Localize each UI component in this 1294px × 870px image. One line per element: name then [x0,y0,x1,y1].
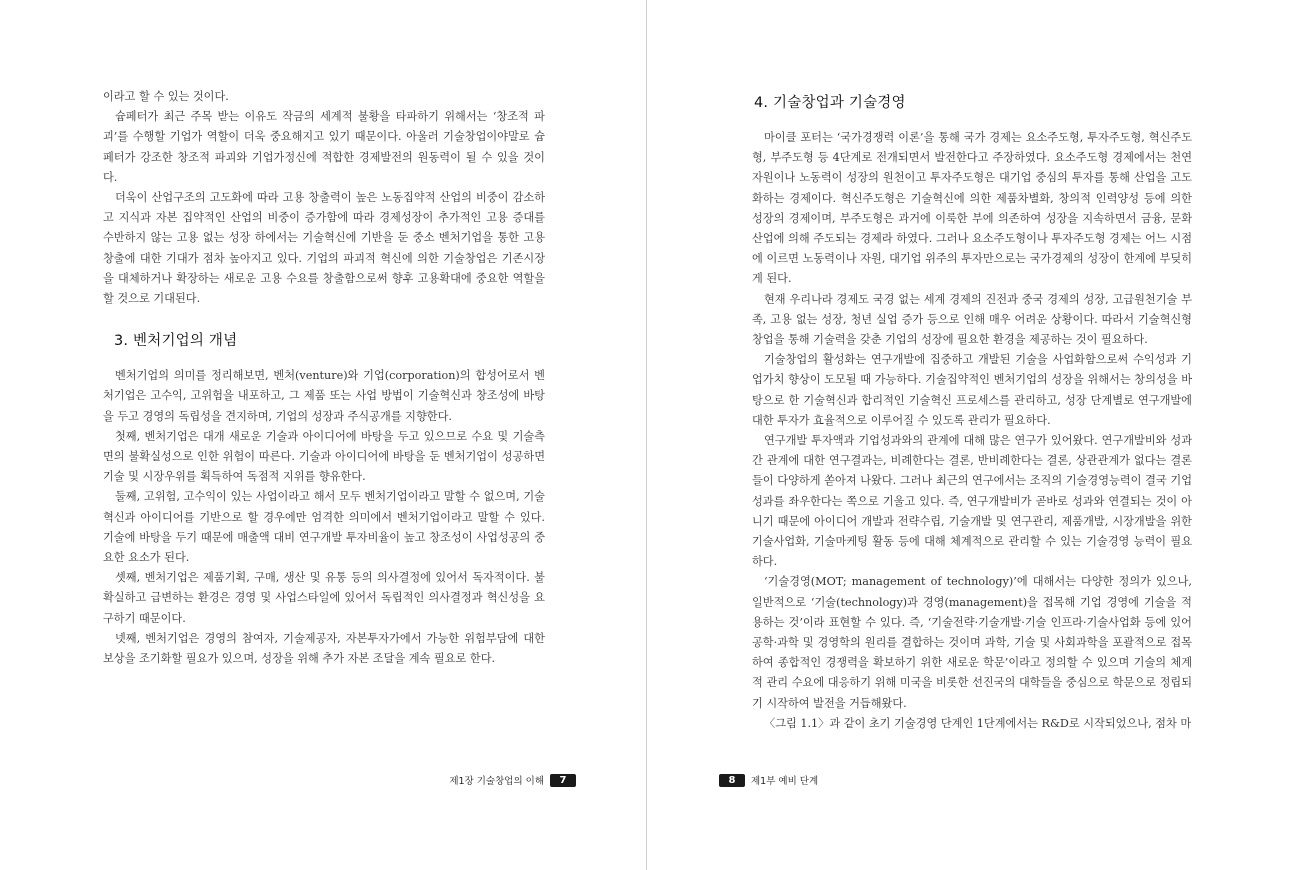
body-paragraph: 넷째, 벤처기업은 경영의 참여자, 기술제공자, 자본투자가에서 가능한 위험부담에 대한 보상을 조기화할 필요가 있으며, 성장을 위해 추가 자본 조달을 계속 필요로 한다. [103,631,545,666]
body-paragraph: 더욱이 산업구조의 고도화에 따라 고용 창출력이 높은 노동집약적 산업의 비중이 감소하고 지식과 자본 집약적인 산업의 비중이 증가함에 따라 경제성장이 추가적인 고용 증대를 수반하지 않는 고용 없는 성장 하에서는 기술혁신에 기반을 둔 중소 벤처기업을 통한 고용창출에 대한 기대가 점차 높아지고 있다. 기업의 파괴적 혁신에 의한 기술창업은 기존시장을 대체하거나 확장하는 새로운 고용 수요를 창출함으로써 향후 고용확대에 중요한 역할을 할 것으로 기대된다. [103,191,545,306]
body-paragraph: 연구개발 투자액과 기업성과와의 관계에 대해 많은 연구가 있어왔다. 연구개발비와 성과 간 관계에 대한 연구결과는, 비례한다는 결론, 반비례한다는 결론, 상관관계가 없다는 결론들이 다양하게 쏟아져 나왔다. 그러나 최근의 연구에서는 조직의 기술경영능력이 결국 기업성과를 좌우한다는 쪽으로 기울고 있다. 즉, 연구개발비가 곧바로 성과와 연결되는 것이 아니기 때문에 아이디어 개발과 전략수립, 기술개발 및 연구관리, 제품개발, 시장개발을 위한 기술사업화, 기술마케팅 활동 등에 대해 체계적으로 관리할 수 있는 기술경영 능력이 필요하다. [752,434,1192,569]
body-paragraph: 벤처기업의 의미를 정리해보면, 벤처(venture)와 기업(corporation)의 합성어로서 벤처기업은 고수익, 고위험을 내포하고, 그 제품 또는 사업 방법이 기술혁신과 창조성에 바탕을 두고 경영의 독립성을 견지하며, 기업의 성장과 주식공개를 지향한다. [103,369,545,423]
body-paragraph: 셋째, 벤처기업은 제품기획, 구매, 생산 및 유통 등의 의사결정에 있어서 독자적이다. 불확실하고 급변하는 환경은 경영 및 사업스타일에 있어서 독립적인 의사결정과 혁신성을 요구하기 때문이다. [103,571,545,625]
right-paragraphs [752,128,1192,734]
body-paragraph: 현재 우리나라 경제도 국경 없는 세계 경제의 진전과 중국 경제의 성장, 고급원천기술 부족, 고용 없는 성장, 청년 실업 증가 등으로 인해 매우 어려운 상황이다. 따라서 기술혁신형 창업을 통해 기술력을 갖춘 기업의 성장에 필요한 환경을 제공하는 것이 필요하다. [752,292,1192,347]
body-paragraph: 둘째, 고위험, 고수익이 있는 사업이라고 해서 모두 벤처기업이라고 말할 수 없으며, 기술혁신과 아이디어를 기반으로 할 경우에만 엄격한 의미에서 벤처기업이라고 말할 수 있다. 기술에 바탕을 두기 때문에 매출액 대비 연구개발 투자비율이 높고 창조성이 사업성공의 중요한 요소가 된다. [103,490,545,565]
section-title-venture-concept: 3. 벤처기업의 개념 [114,333,238,350]
body-paragraph: 슘페터가 최근 주목 받는 이유도 작금의 세계적 불황을 타파하기 위해서는 ‘창조적 파괴’를 수행할 기업가 역할이 더욱 중요해지고 있기 때문이다. 아울러 기술창업이야말로 슘페터가 강조한 창조적 파괴와 기업가정신에 적합한 경제발전의 원동력이 될 수 있을 것이다. [103,110,545,184]
right-page [647,0,1294,870]
body-paragraph: 이라고 할 수 있는 것이다. [103,90,229,103]
page-number-badge: 8 [719,774,745,787]
left-paragraphs-before [103,87,545,309]
left-paragraphs-after [103,366,545,669]
page-number-badge: 7 [550,774,576,787]
body-paragraph: 〈그림 1.1〉과 같이 초기 기술경영 단계인 1단계에서는 R&D로 시작되었으나, 점차 마 [764,716,1192,730]
body-paragraph: ‘기술경영(MOT; management of technology)’에 대해서는 다양한 정의가 있으나, 일반적으로 ‘기술(technology)과 경영(management)을 접목해 기업 경영에 기술을 적용하는 것’이라 표현할 수 있다. 즉, ‘기술전략·기술개발·기술 인프라·기술사업화 등에 있어 공학·과학 및 경영학의 원리를 결합하는 것이며 과학, 기술 및 사회과학을 포괄적으로 접목하여 종합적인 경쟁력을 확보하기 위한 새로운 학문’이라고 정의할 수 있으며 기술의 체계적 관리 수요에 대응하기 위해 미국을 비롯한 선진국의 대학들을 중심으로 학문으로 정립되기 시작하여 발전을 거듭해왔다. [752,575,1192,710]
chapter-running-title: 제1장 기술창업의 이해 [449,776,544,787]
section-title-tech-startup-management: 4. 기술창업과 기술경영 [754,95,906,111]
body-paragraph: 기술창업의 활성화는 연구개발에 집중하고 개발된 기술을 사업화함으로써 수익성과 기업가치 향상이 도모될 때 가능하다. 기술집약적인 벤처기업의 성장을 위해서는 창의성을 바탕으로 한 기술혁신과 합리적인 기술혁신 프로세스를 관리하고, 성장 단계별로 연구개발에 대한 투자가 효율적으로 이루어질 수 있도록 관리가 필요하다. [752,353,1192,427]
body-paragraph: 마이클 포터는 ‘국가경쟁력 이론’을 통해 국가 경제는 요소주도형, 투자주도형, 혁신주도형, 부주도형 등 4단계로 전개되면서 발전한다고 주장하였다. 요소주도형 경제에서는 천연자원이나 노동력이 성장의 원천이고 투자주도형은 대기업 중심의 투자를 통해 산업을 고도화하는 경제이다. 혁신주도형은 기술혁신에 의한 제품차별화, 창의적 인력양성 등에 의한 성장의 경제이며, 부주도형은 과거에 이룩한 부에 의존하여 성장을 지속하면서 금융, 문화산업에 의해 주도되는 경제라 하였다. 그러나 요소주도형이나 투자주도형 경제는 어느 시점에 이르면 노동력이나 자원, 대기업 위주의 투자만으로는 국가경제의 성장이 한계에 부딪히게 된다. [752,131,1192,286]
right-text-column [752,91,1192,734]
left-page-footer [449,773,576,787]
part-running-title: 제1부 예비 단계 [751,776,819,787]
right-page-footer [719,773,818,787]
left-text-column [103,87,545,669]
body-paragraph: 첫째, 벤처기업은 대개 새로운 기술과 아이디어에 바탕을 두고 있으므로 수요 및 기술측면의 불확실성으로 인한 위험이 따른다. 기술과 아이디어에 바탕을 둔 벤처기업이 성공하면 기술 및 시장우위를 획득하여 독점적 지위를 향유한다. [103,429,545,484]
left-page [0,0,646,870]
